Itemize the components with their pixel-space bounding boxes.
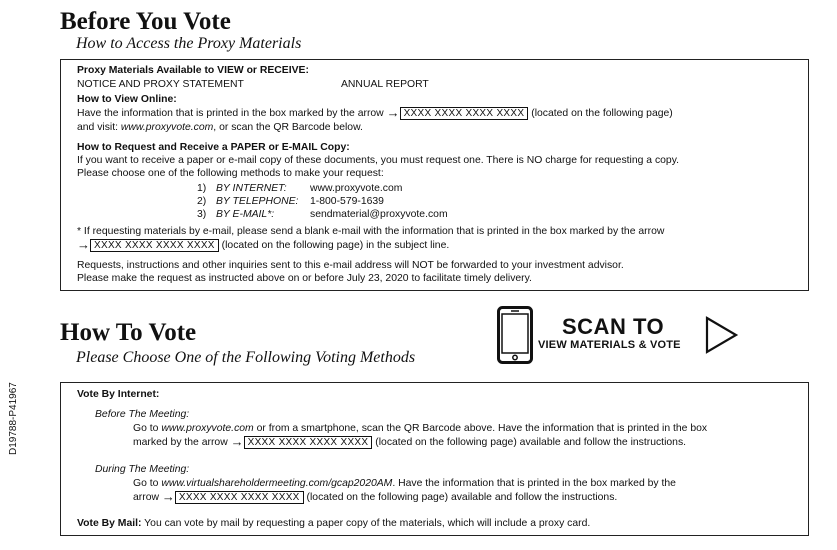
before-meeting-line1: Go to www.proxyvote.com or from a smartphone, scan the QR Barcode above. Have the information that is printed in the box (133, 423, 708, 434)
control-number-box: XXXX XXXX XXXX XXXX (244, 436, 373, 449)
method-value-1[interactable]: www.proxyvote.com (310, 183, 403, 194)
document-code: D19788-P41967 (8, 382, 19, 455)
method-label-2: BY TELEPHONE: (216, 196, 299, 207)
view-online-line2: and visit: www.proxyvote.com, or scan the QR Barcode below. (77, 122, 363, 133)
before-you-vote-title: Before You Vote (60, 8, 231, 35)
email-note-line2: → XXXX XXXX XXXX XXXX (located on the following page) in the subject line. (77, 237, 450, 252)
view-online-line1: Have the information that is printed in the box marked by the arrow → XXXX XXXX XXXX XXXX (located on the following page) (77, 105, 673, 120)
method-num-3: 3) (197, 209, 207, 220)
footer-line2: Please make the request as instructed above on or before July 23, 2020 to facilitate timely delivery. (77, 273, 532, 284)
doc-annual-report: ANNUAL REPORT (341, 79, 429, 90)
before-meeting-line2: marked by the arrow → XXXX XXXX XXXX XXXX (located on the following page) available and follow the instructions. (133, 434, 687, 449)
doc-notice-proxy: NOTICE AND PROXY STATEMENT (77, 79, 244, 90)
proxy-materials-box (60, 59, 809, 291)
proxyvote-link[interactable]: www.proxyvote.com (120, 122, 214, 133)
vote-internet-heading: Vote By Internet: (77, 389, 160, 400)
before-you-vote-subtitle: How to Access the Proxy Materials (76, 35, 302, 52)
scan-to-label: SCAN TO (562, 314, 665, 339)
during-meeting-label: During The Meeting: (95, 464, 190, 475)
email-note-line1: * If requesting materials by e-mail, please send a blank e-mail with the information that is printed in the box marked by the arrow (77, 226, 665, 237)
before-meeting-label: Before The Meeting: (95, 409, 190, 420)
materials-heading: Proxy Materials Available to VIEW or RECEIVE: (77, 65, 309, 76)
view-materials-vote-label: VIEW MATERIALS & VOTE (538, 339, 681, 351)
vote-mail-heading: Vote By Mail: (77, 518, 142, 529)
arrow-icon: → (161, 489, 175, 504)
request-line2: Please choose one of the following methods to make your request: (77, 168, 384, 179)
how-to-vote-subtitle: Please Choose One of the Following Voting Methods (76, 349, 416, 366)
smartphone-icon (497, 306, 533, 364)
arrow-icon: → (386, 105, 400, 120)
vote-mail-line: Vote By Mail: You can vote by mail by requesting a paper copy of the materials, which will include a proxy card. (77, 518, 591, 529)
proxyvote-link[interactable]: www.proxyvote.com (161, 423, 254, 434)
request-line1: If you want to receive a paper or e-mail copy of these documents, you must request one. There is NO charge for requesting a copy. (77, 155, 680, 166)
during-meeting-line2: arrow → XXXX XXXX XXXX XXXX (located on the following page) available and follow the instructions. (133, 489, 618, 504)
play-triangle-icon (705, 316, 739, 354)
method-num-2: 2) (197, 196, 207, 207)
arrow-icon: → (77, 237, 90, 252)
arrow-icon: → (230, 434, 244, 449)
control-number-box: XXXX XXXX XXXX XXXX (175, 491, 304, 504)
vote-methods-box (60, 382, 809, 536)
footer-line1: Requests, instructions and other inquiries sent to this e-mail address will NOT be forwarded to your investment advisor. (77, 260, 624, 271)
control-number-box: XXXX XXXX XXXX XXXX (90, 239, 219, 252)
during-meeting-line1: Go to www.virtualshareholdermeeting.com/gcap2020AM. Have the information that is printed in the box marked by the (133, 478, 676, 489)
control-number-box: XXXX XXXX XXXX XXXX (400, 107, 529, 120)
method-label-1: BY INTERNET: (216, 183, 287, 194)
virtual-meeting-link[interactable]: www.virtualshareholdermeeting.com/gcap2020AM (161, 478, 393, 489)
how-to-vote-title: How To Vote (60, 319, 197, 346)
view-online-heading: How to View Online: (77, 94, 177, 105)
request-heading: How to Request and Receive a PAPER or E-MAIL Copy: (77, 142, 350, 153)
method-value-2[interactable]: 1-800-579-1639 (310, 196, 384, 207)
method-label-3: BY E-MAIL*: (216, 209, 275, 220)
method-num-1: 1) (197, 183, 207, 194)
method-value-3[interactable]: sendmaterial@proxyvote.com (310, 209, 448, 220)
